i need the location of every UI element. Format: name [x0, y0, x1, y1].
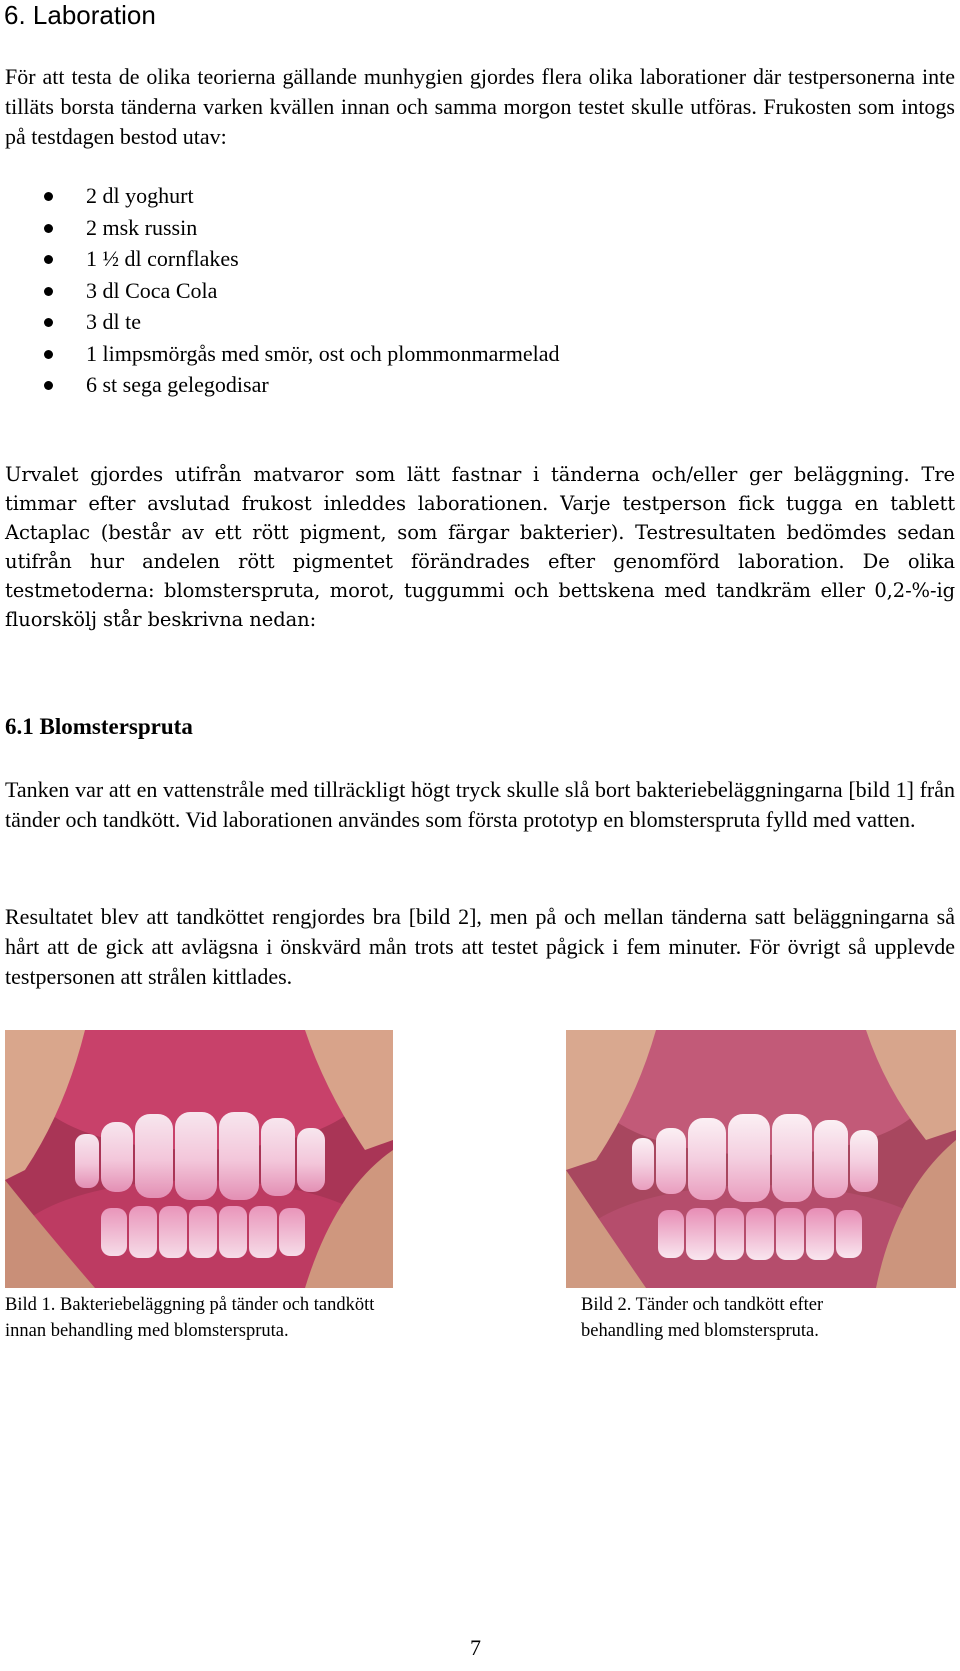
list-item-label: 3 dl Coca Cola [86, 277, 218, 303]
figure-2-caption: Bild 2. Tänder och tandkött efter behandling med blomsterspruta. [581, 1295, 824, 1341]
list-item-label: 1 ½ dl cornflakes [86, 246, 239, 271]
list-item [0, 306, 560, 338]
list-item [0, 369, 560, 401]
intro-paragraph: För att testa de olika teorierna gällande munhygien gjordes flera olika laborationer där testpersonerna inte tilläts borsta tänderna varken kvällen innan och samma morgon testet skulle utföras. Frukosten som intogs på testdagen bestod utav: [5, 64, 955, 149]
bullet-icon [44, 318, 53, 327]
bullet-icon [44, 350, 53, 359]
bullet-icon [44, 381, 53, 390]
selection-paragraph: Urvalet gjordes utifrån matvaror som lätt fastnar i tänderna och/eller ger beläggning. Tre timmar efter avslutad frukost inleddes laborationen. Varje testperson fick tugga en tablett Actaplac (består av ett rött pigment, som färgar bakterier). Testresultaten bedömdes sedan utifrån hur andelen rött pigmentet förändrades efter genomförd laboration. De olika testmetoderna: blomsterspruta, morot, tuggummi och bettskena med tandkräm eller 0,2-%-ig fluorskölj står beskrivna nedan: [5, 463, 955, 631]
list-item [0, 275, 560, 307]
list-item-label: 2 msk russin [86, 214, 198, 240]
teeth-before-illustration [5, 1030, 393, 1288]
figure-1-caption: Bild 1. Bakteriebeläggning på tänder och tandkött innan behandling med blomsterspruta. [5, 1295, 375, 1341]
list-item [0, 180, 560, 212]
section-title: 6. Laboration [4, 0, 156, 30]
bullet-icon [44, 224, 53, 233]
list-item [0, 243, 560, 275]
bullet-icon [44, 287, 53, 296]
list-item-label: 6 st sega gelegodisar [86, 372, 269, 397]
subsection-heading: 6.1 Blomsterspruta [5, 714, 193, 739]
list-item-label: 2 dl yoghurt [86, 183, 194, 208]
list-item-label: 3 dl te [86, 309, 141, 334]
result-paragraph: Resultatet blev att tandköttet rengjordes bra [bild 2], men på och mellan tänderna satt beläggningarna så hårt att de gick att avlägsna i önskvärd mån trots att testet pågick i fem minuter. För övrigt så upplevde testpersonen att strålen kittlades. [5, 904, 955, 989]
bullet-icon [44, 255, 53, 264]
teeth-before-photo [5, 1030, 393, 1288]
breakfast-list [0, 180, 560, 401]
list-item [0, 212, 560, 244]
bullet-icon [44, 192, 53, 201]
teeth-after-photo [566, 1030, 956, 1288]
list-item [0, 338, 560, 370]
list-item-label: 1 limpsmörgås med smör, ost och plommonmarmelad [86, 340, 560, 366]
teeth-after-illustration [566, 1030, 956, 1288]
method-paragraph: Tanken var att en vattenstråle med tillräckligt högt tryck skulle slå bort bakteriebeläggningarna [bild 1] från tänder och tandkött. Vid laborationen användes som första prototyp en blomsterspruta fylld med vatten. [5, 777, 955, 832]
page-number: 7 [470, 1635, 481, 1660]
